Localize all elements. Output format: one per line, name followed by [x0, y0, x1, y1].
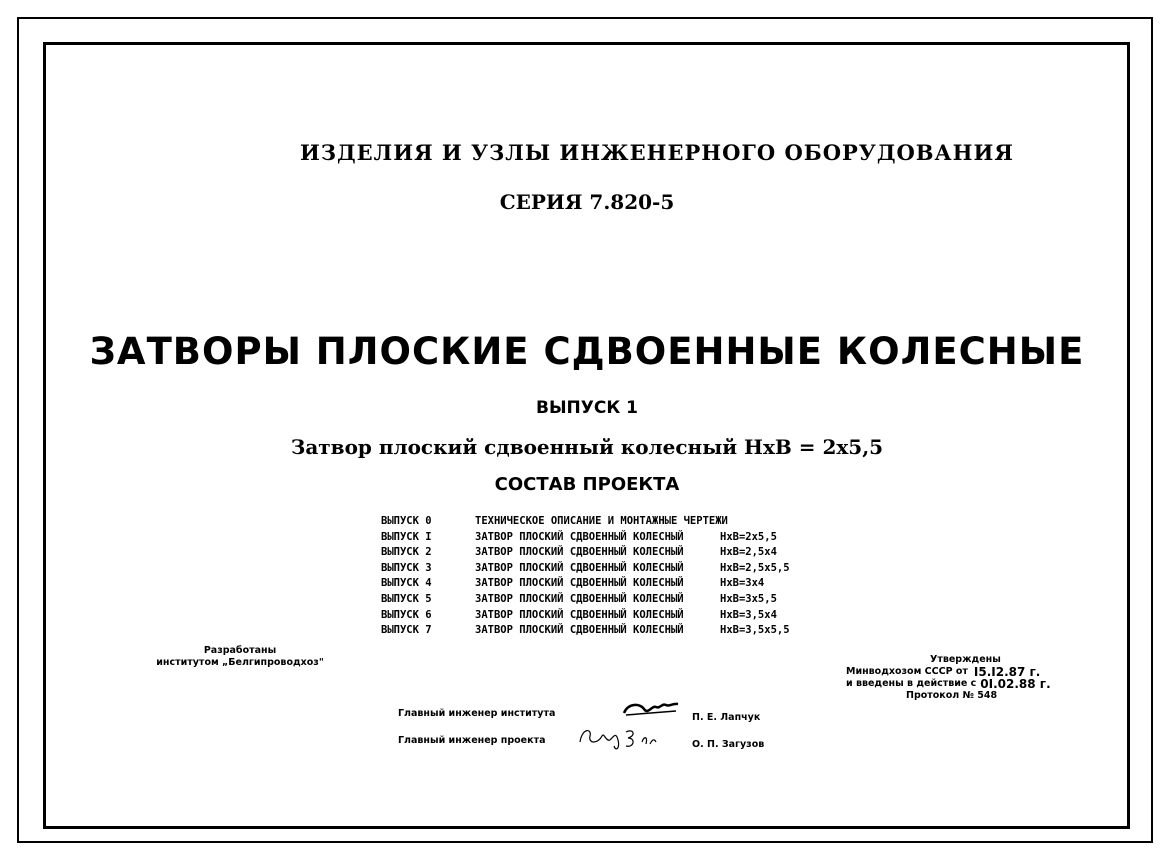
approval-block [846, 654, 1096, 702]
issue-description: ЗАТВОР ПЛОСКИЙ СДВОЕННЫЙ КОЛЕСНЫЙ [475, 592, 684, 605]
issue-description: ЗАТВОР ПЛОСКИЙ СДВОЕННЫЙ КОЛЕСНЫЙ [475, 561, 684, 574]
approved-date2: 0I.02.88 г. [980, 677, 1051, 691]
approved-line3: и введены в действие с [846, 678, 977, 689]
subtitle: Затвор плоский сдвоенный колесный НхВ = 2х5,5 [290, 435, 884, 459]
approved-date1: I5.I2.87 г. [973, 665, 1041, 679]
issue-size: НхВ=3х5,5 [720, 592, 777, 605]
issue-description: ЗАТВОР ПЛОСКИЙ СДВОЕННЫЙ КОЛЕСНЫЙ [475, 624, 684, 637]
approved-line2: Минводхозом СССР от [846, 666, 968, 677]
developed-line2: институтом „Белгипроводхоз" [156, 657, 324, 668]
issue-size: НхВ=3,5х4 [720, 608, 777, 621]
issue-size: НхВ=2,5х5,5 [720, 561, 790, 574]
composition-list [381, 514, 790, 639]
issue-size: НхВ=2,5х4 [720, 546, 777, 559]
issue-description: ТЕХНИЧЕСКОЕ ОПИСАНИЕ И МОНТАЖНЫЕ ЧЕРТЕЖИ [475, 515, 728, 527]
composition-heading: СОСТАВ ПРОЕКТА [494, 474, 680, 495]
issue-description: ЗАТВОР ПЛОСКИЙ СДВОЕННЫЙ КОЛЕСНЫЙ [475, 530, 684, 543]
issue-label: ВЫПУСК 3 [381, 561, 432, 574]
chief-institute-name: П. Е. Лапчук [692, 712, 761, 723]
issue-title: ВЫПУСК 1 [535, 398, 639, 418]
issue-label: ВЫПУСК 4 [381, 577, 432, 590]
signature-institute [618, 697, 688, 721]
issue-size: НхВ=3х4 [720, 577, 765, 590]
header-title: ИЗДЕЛИЯ И УЗЛЫ ИНЖЕНЕРНОГО ОБОРУДОВАНИЯ [300, 140, 1014, 165]
chief-project-name: О. П. Загузов [692, 739, 765, 750]
issue-label: ВЫПУСК 5 [381, 592, 432, 605]
series-title: СЕРИЯ 7.820-5 [499, 190, 675, 214]
main-title: ЗАТВОРЫ ПЛОСКИЕ СДВОЕННЫЕ КОЛЕСНЫЕ [89, 330, 1085, 373]
list-item [381, 530, 790, 546]
developed-line1: Разработаны [203, 645, 277, 656]
issue-label: ВЫПУСК 6 [381, 608, 432, 621]
chief-project-title: Главный инженер проекта [398, 735, 546, 746]
approved-line4: Протокол № 548 [906, 690, 998, 701]
list-item [381, 561, 790, 577]
list-item [381, 576, 790, 592]
issue-label: ВЫПУСК 2 [381, 546, 432, 559]
issue-label: ВЫПУСК 7 [381, 624, 432, 637]
issue-description: ЗАТВОР ПЛОСКИЙ СДВОЕННЫЙ КОЛЕСНЫЙ [475, 546, 684, 559]
issue-description: ЗАТВОР ПЛОСКИЙ СДВОЕННЫЙ КОЛЕСНЫЙ [475, 608, 684, 621]
issue-label: ВЫПУСК 0 [381, 515, 432, 527]
list-item [381, 592, 790, 608]
issue-size: НхВ=3,5х5,5 [720, 624, 790, 637]
list-item [381, 545, 790, 561]
list-item [381, 608, 790, 624]
approved-line1: Утверждены [930, 654, 1001, 665]
issue-description: ЗАТВОР ПЛОСКИЙ СДВОЕННЫЙ КОЛЕСНЫЙ [475, 577, 684, 590]
issue-size: НхВ=2х5,5 [720, 530, 777, 543]
developed-by [140, 645, 340, 669]
issue-label: ВЫПУСК I [381, 530, 432, 543]
list-item [381, 514, 790, 530]
chief-institute-title: Главный инженер института [398, 708, 556, 719]
list-item [381, 623, 790, 639]
signature-project [576, 722, 666, 754]
